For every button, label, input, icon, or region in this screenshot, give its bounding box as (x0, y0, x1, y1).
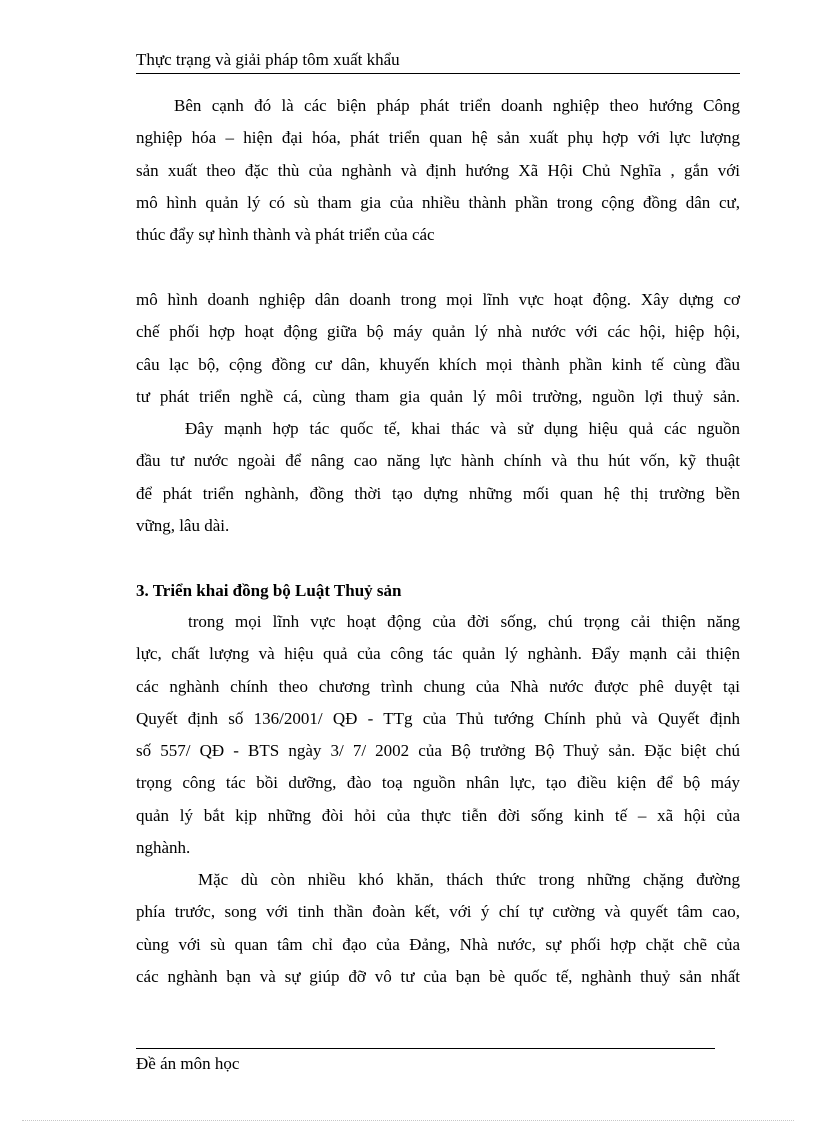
text-line: các nghành bạn và sự giúp đỡ vô tư của bạn bè quốc tế, nghành thuỷ sản nhất (136, 966, 740, 986)
text-line: mô hình doanh nghiệp dân doanh trong mọi lĩnh vực hoạt động. Xây dựng cơ (136, 290, 740, 309)
text-line: tư phát triển nghề cá, cùng tham gia quản lý môi trường, nguồn lợi thuỷ sản. (136, 386, 740, 406)
footer-divider (136, 1048, 715, 1049)
paragraph-3 (136, 413, 740, 542)
text-line: Mặc dù còn nhiều khó khăn, thách thức trong những chặng đường (198, 870, 740, 889)
paragraph-4 (136, 606, 740, 864)
text-line: thúc đẩy sự hình thành và phát triển của các (136, 225, 435, 245)
text-line: câu lạc bộ, cộng đồng cư dân, khuyến khích mọi thành phần kinh tế cùng đầu (136, 354, 740, 374)
paragraph-5 (136, 864, 740, 993)
text-line: trọng công tác bồi dưỡng, đào toạ nguồn nhân lực, tạo điều kiện để bộ máy (136, 773, 740, 793)
text-line: Quyết định số 136/2001/ QĐ - TTg của Thủ tướng Chính phủ và Quyết định (136, 708, 740, 728)
text-line: nghành. (136, 838, 191, 858)
text-line: để phát triển nghành, đồng thời tạo dựng những mối quan hệ thị trường bền (136, 483, 740, 503)
text-line: Đây mạnh hợp tác quốc tế, khai thác và sử dụng hiệu quả các nguồn (185, 419, 740, 438)
text-line: trong mọi lĩnh vực hoạt động của đời sống, chú trọng cải thiện năng (188, 612, 740, 631)
paragraph-2 (136, 284, 740, 413)
text-line: cùng với sù quan tâm chỉ đạo của Đảng, Nhà nước, sự phối hợp chặt chẽ của (136, 934, 740, 954)
text-line: nghiệp hóa – hiện đại hóa, phát triển quan hệ sản xuất phụ hợp với lực lượng (136, 128, 740, 148)
paragraph-1 (136, 90, 740, 251)
text-line: quản lý bắt kịp những đòi hỏi của thực tiễn đời sống kinh tế – xã hội của (136, 805, 740, 825)
text-line: mô hình quản lý có sù tham gia của nhiều thành phần trong cộng đồng dân cư, (136, 192, 740, 212)
text-line: các nghành chính theo chương trình chung của Nhà nước được phê duyệt tại (136, 676, 740, 696)
running-footer: Đề án môn học (136, 1054, 240, 1073)
text-line: lực, chất lượng và hiệu quả của công tác quản lý nghành. Đẩy mạnh cải thiện (136, 644, 740, 664)
text-line: số 557/ QĐ - BTS ngày 3/ 7/ 2002 của Bộ trưởng Bộ Thuỷ sản. Đặc biệt chú (136, 741, 740, 761)
page-boundary (22, 1120, 794, 1121)
text-line: phía trước, song với tinh thần đoàn kết, với ý chí tự cường và quyết tâm cao, (136, 902, 740, 922)
running-header: Thực trạng và giải pháp tôm xuất khẩu (136, 48, 740, 74)
text-line: chế phối hợp hoạt động giữa bộ máy quản lý nhà nước với các hội, hiệp hội, (136, 322, 740, 342)
text-line: đầu tư nước ngoài để nâng cao năng lực hành chính và thu hút vốn, kỹ thuật (136, 451, 740, 471)
text-line: vững, lâu dài. (136, 515, 230, 535)
text-line: Bên cạnh đó là các biện pháp phát triển doanh nghiệp theo hướng Công (174, 96, 740, 115)
text-line: sản xuất theo đặc thù của nghành và định hướng Xã Hội Chủ Nghĩa , gắn với (136, 160, 740, 180)
section-heading: 3. Triển khai đồng bộ Luật Thuỷ sản (136, 581, 402, 600)
